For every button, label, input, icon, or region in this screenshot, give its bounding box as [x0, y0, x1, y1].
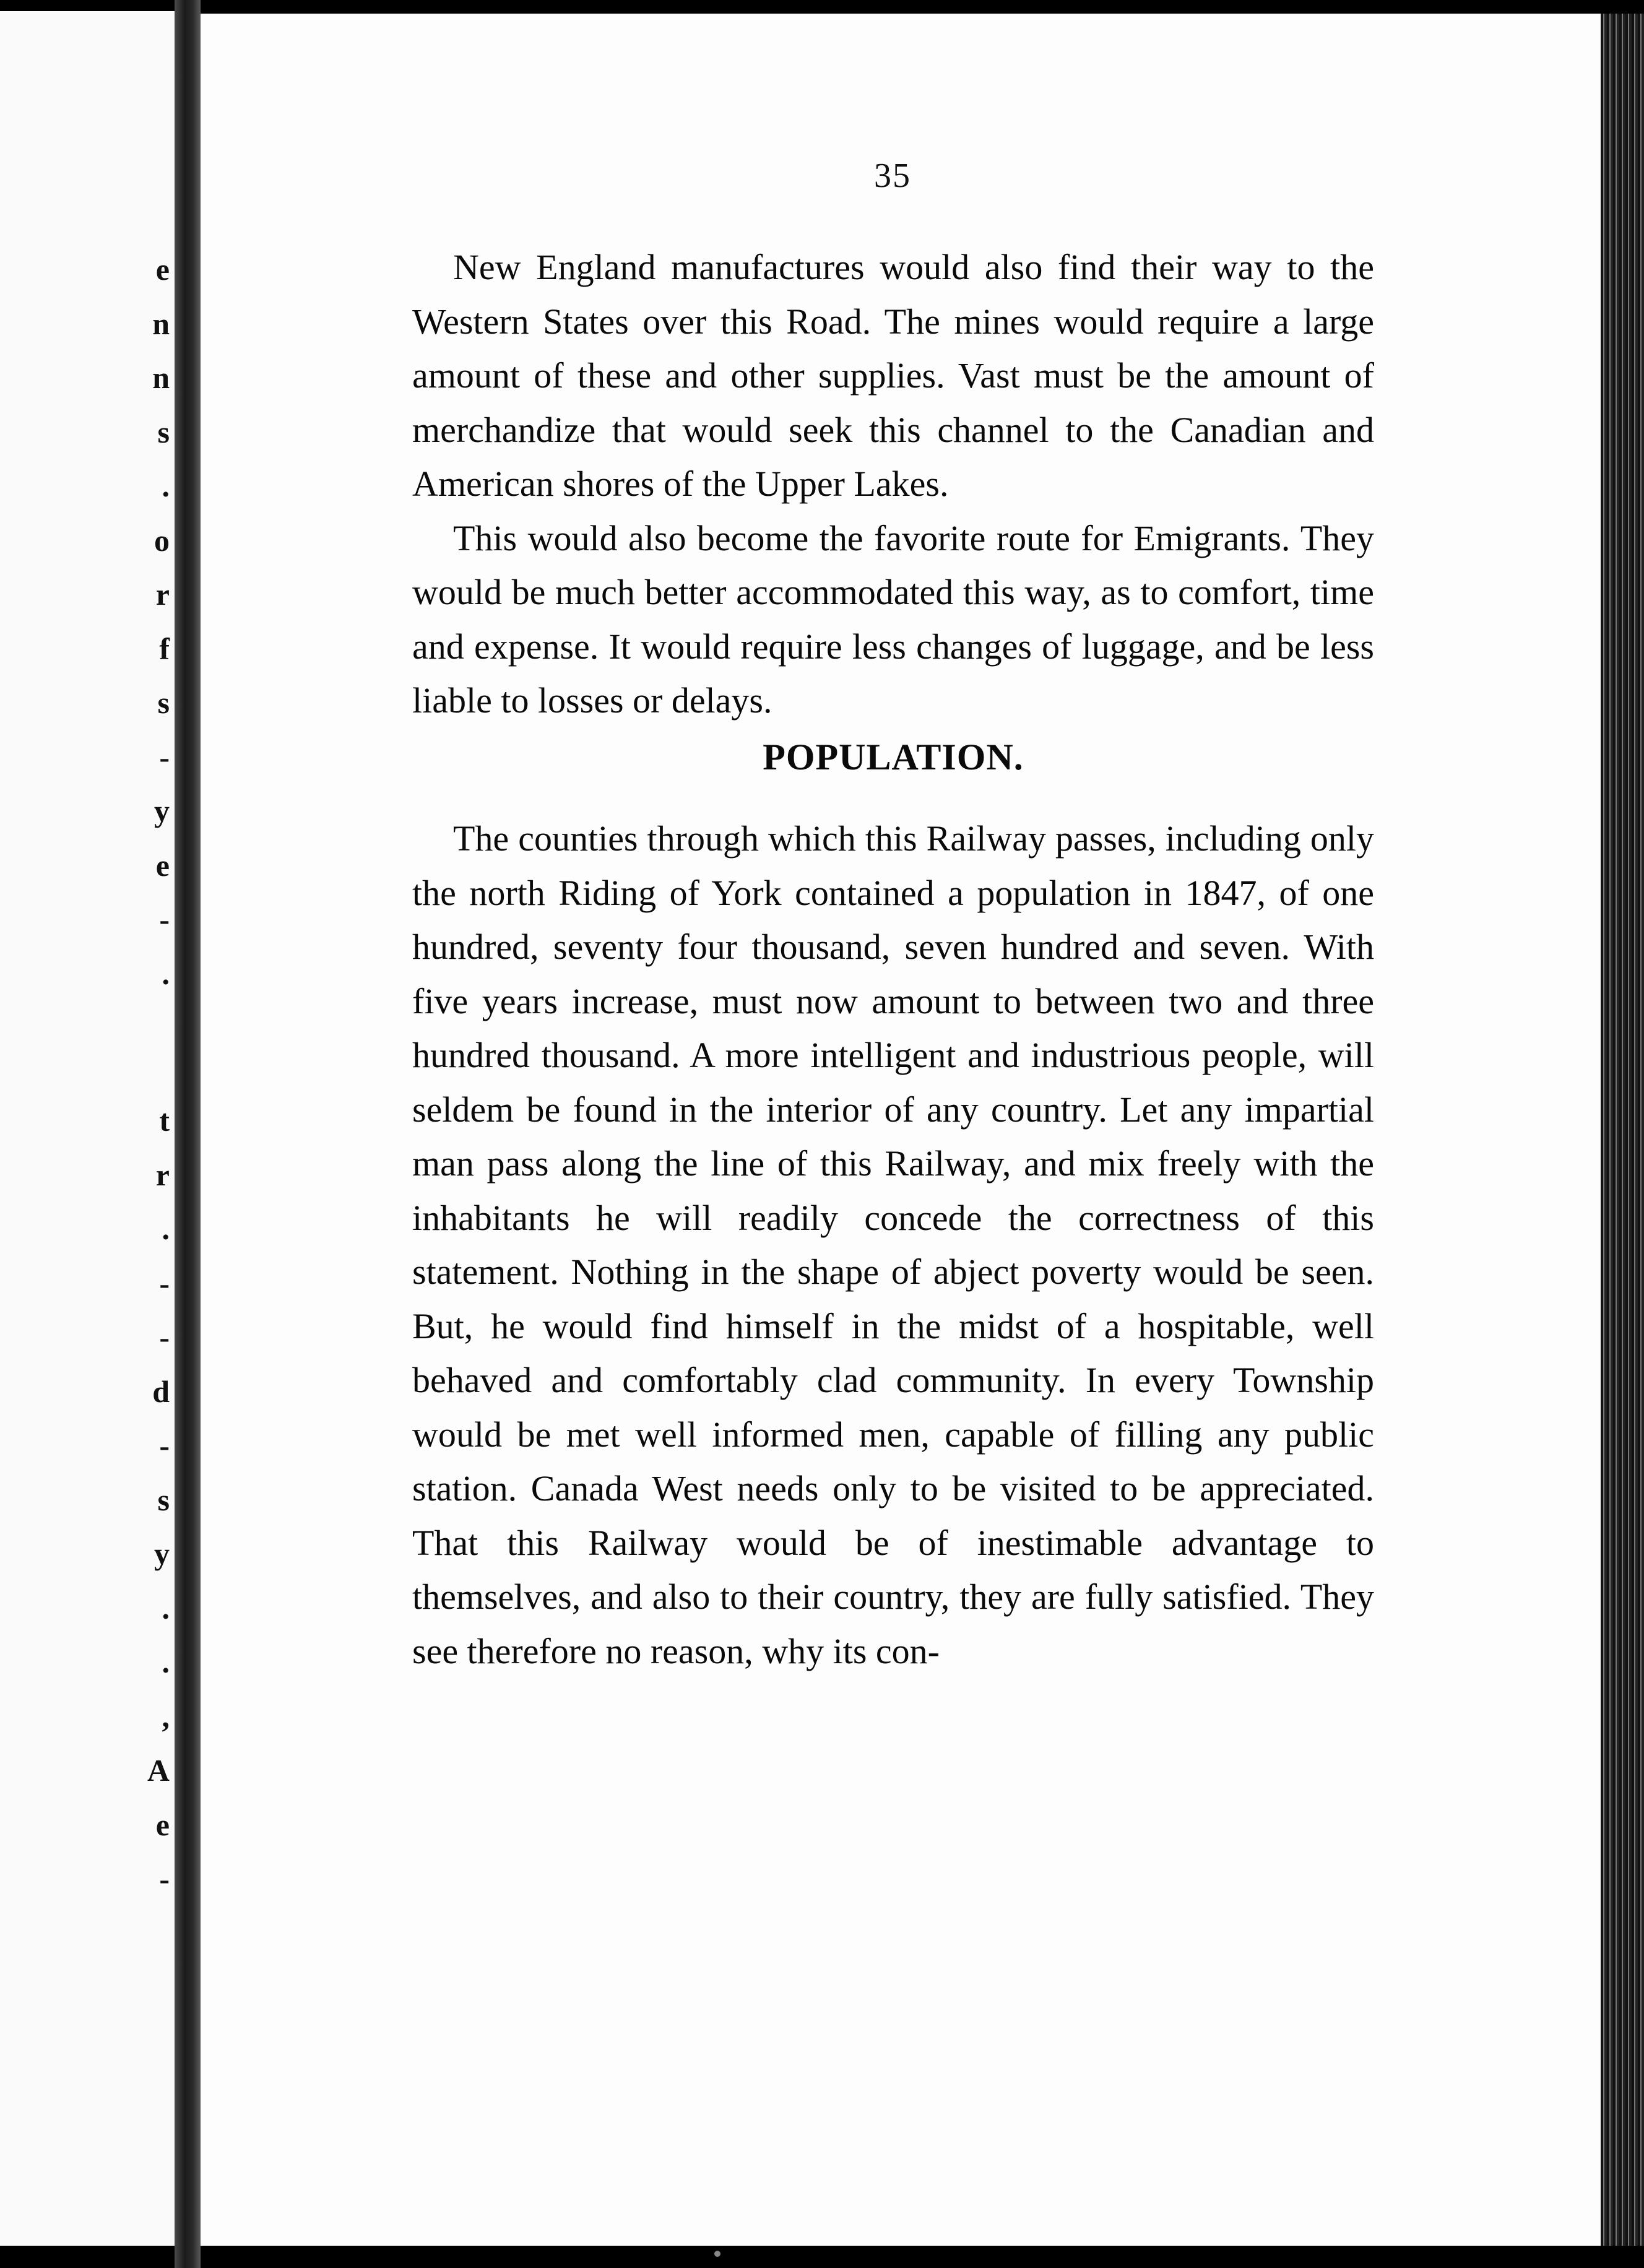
facing-page-fragment: r: [155, 1158, 170, 1192]
scan-speck: [714, 2251, 720, 2257]
facing-page-fragment: s: [157, 415, 170, 449]
page-number: 35: [874, 157, 911, 195]
facing-page-fragment: e: [155, 252, 170, 287]
facing-page-fragment: e: [155, 848, 170, 883]
facing-page-fragment: .: [162, 1645, 170, 1679]
facing-page-fragment: .: [162, 1591, 170, 1625]
page-body: [412, 240, 1374, 1678]
facing-page-fragment: .: [162, 469, 170, 503]
facing-page-fragment: e: [155, 1807, 170, 1842]
page-stack-edge: [1601, 14, 1644, 2246]
facing-page-fragment: .: [162, 956, 170, 991]
paragraph-emigrants: This would also become the favorite route for Emigrants. They would be much better accommodated this way, as to comfort, time and expense. It would require less changes of luggage, and be less liable to losses or delays.: [412, 517, 1374, 721]
facing-page-fragment: n: [152, 306, 170, 341]
paragraph-manufactures: New England manufactures would also find their way to the Western States over this Road. The mines would require a large amount of these and other supplies. Vast must be the amount of merchandize that would seek this channel to the Canadian and American shores of the Upper Lakes.: [412, 247, 1374, 504]
facing-page-fragment: ,: [162, 1699, 170, 1734]
facing-page-fragment: r: [155, 577, 170, 612]
paragraph-population: The counties through which this Railway passes, including only the north Riding of York contained a population in 1847, of one hundred, seventy four thousand, seven hundred and seven. With five years increase, must now amount to between two and three hundred thousand. A more intelligent and industrious people, will seldem be found in the interior of any country. Let any impartial man pass along the line of this Railway, and mix freely with the inhabitants he will readily concede the correctness of this statement. Nothing in the shape of abject poverty would be seen. But, he would find himself in the midst of a hospitable, well behaved and comfortably clad community. In every Township would be met well informed men, capable of filling any public station. Canada West needs only to be visited to be appreciated. That this Railway would be of inestimable advantage to themselves, and also to their country, they are fully satisfied. They see therefore no reason, why its con-: [412, 818, 1374, 1671]
facing-page-fragment: s: [157, 1482, 170, 1517]
facing-page-fragment: -: [159, 1861, 170, 1896]
facing-page-fragment: -: [159, 1266, 170, 1301]
facing-page-fragment: d: [152, 1374, 170, 1409]
facing-page-fragment: -: [159, 1428, 170, 1463]
facing-page-fragment: y: [154, 1536, 170, 1571]
section-heading-population: POPULATION.: [763, 736, 1024, 777]
facing-page-fragment: -: [159, 1320, 170, 1354]
facing-page-fragment: -: [159, 902, 170, 937]
facing-page-fragment: -: [159, 740, 170, 774]
facing-page-edge: [0, 11, 175, 2246]
facing-page-fragment: A: [147, 1753, 170, 1788]
facing-page-fragment: f: [159, 631, 170, 666]
book-gutter: [175, 0, 201, 2268]
facing-page-fragment: t: [159, 1103, 170, 1138]
facing-page-fragment: n: [152, 360, 170, 395]
facing-page-fragment: .: [162, 1211, 170, 1246]
facing-page-fragment: o: [154, 523, 170, 558]
facing-page-fragment: y: [154, 794, 170, 828]
facing-page-fragment: s: [157, 685, 170, 720]
